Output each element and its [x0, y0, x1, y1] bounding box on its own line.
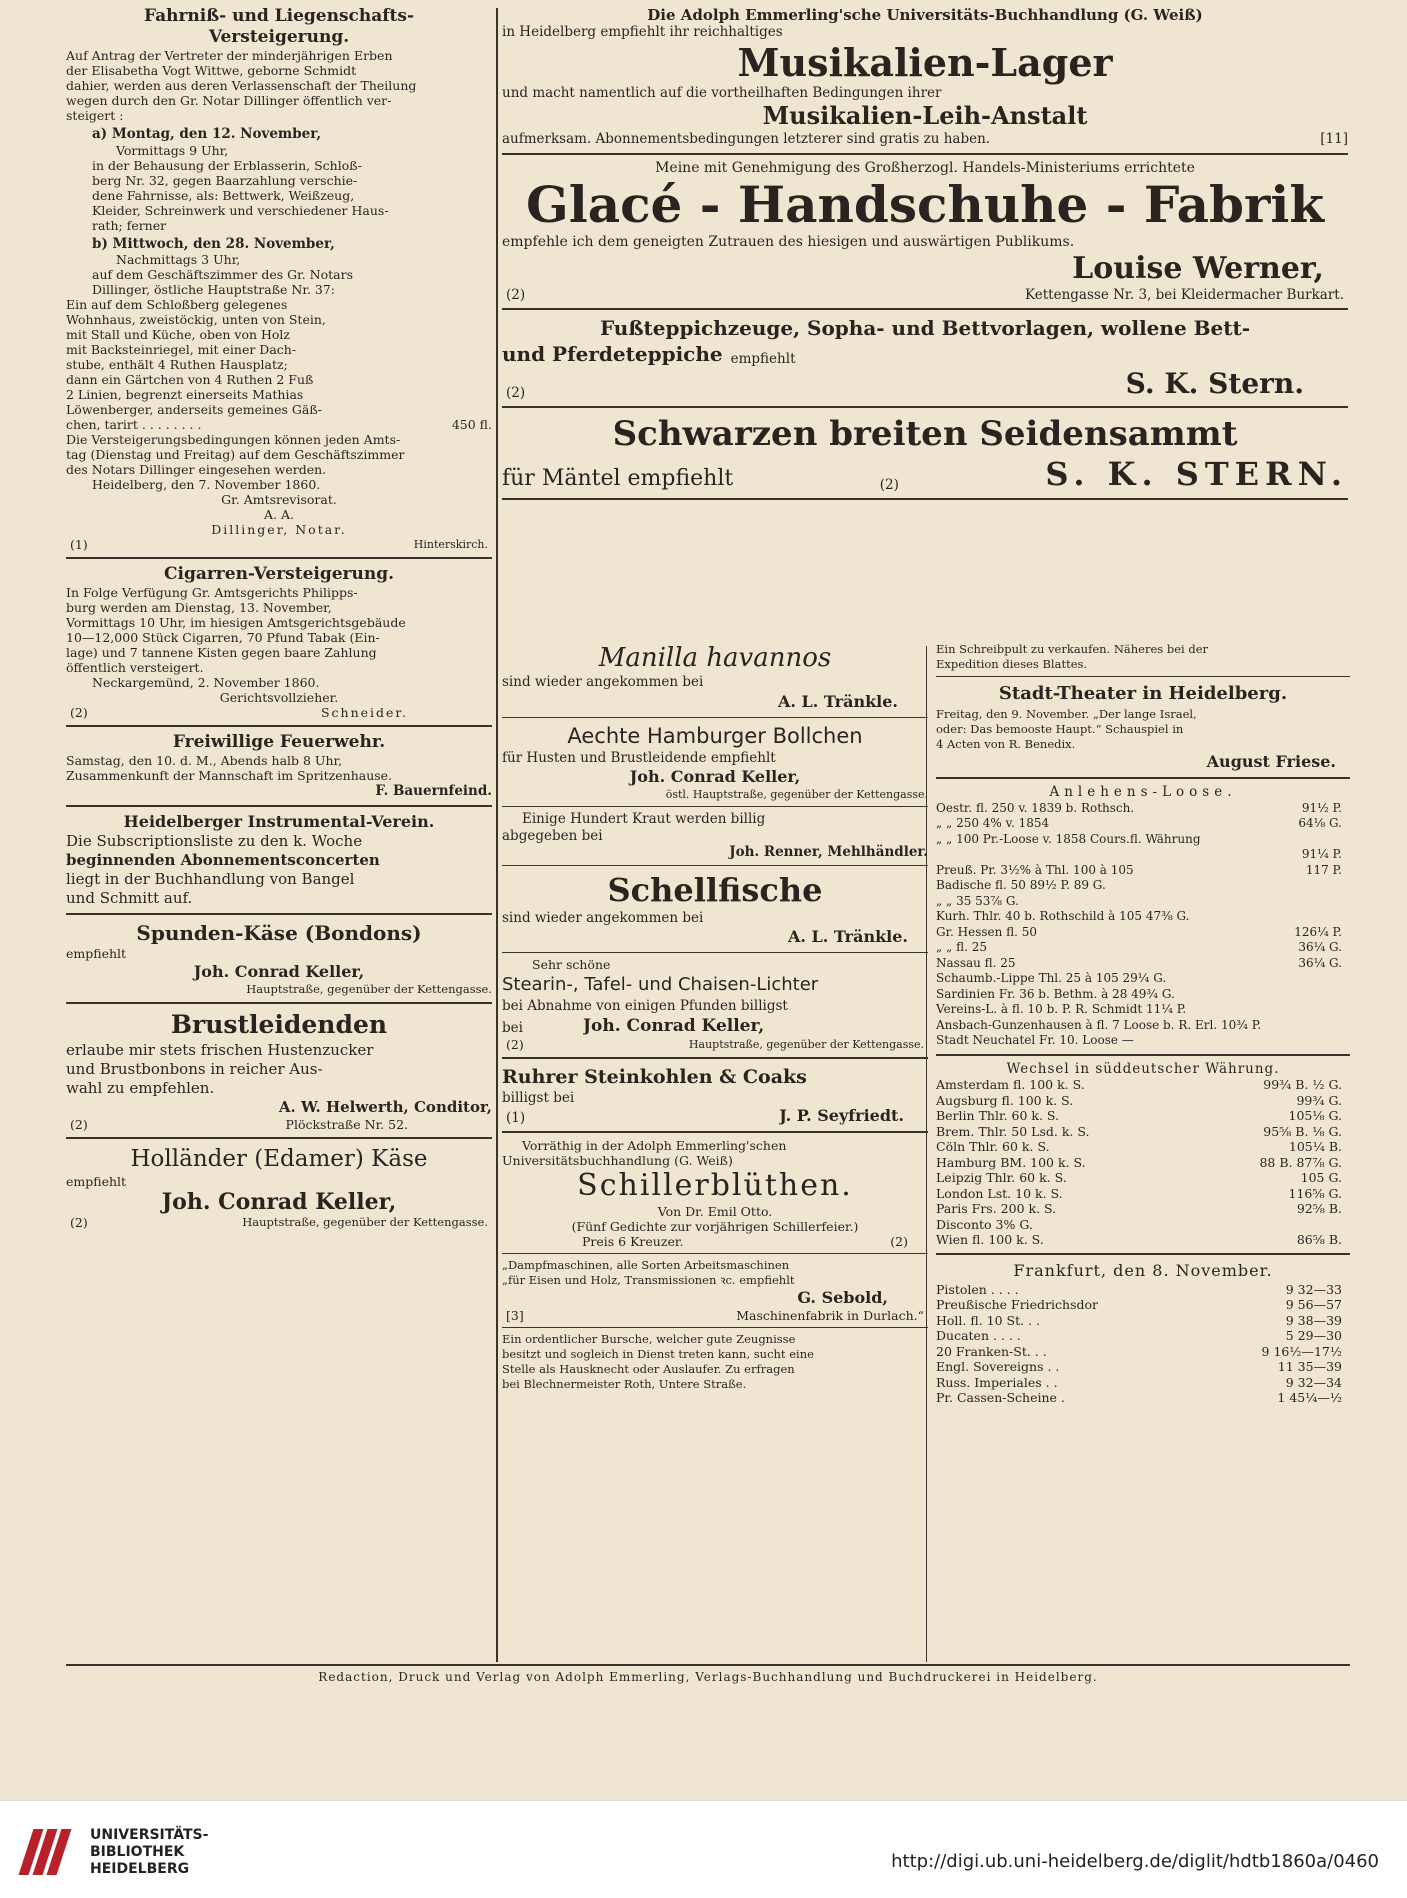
top-ad2-number: (2) — [506, 286, 526, 303]
c3-ad8-number: [3] — [506, 1308, 524, 1323]
ad6-address: Plöckstraße Nr. 52. — [285, 1116, 408, 1132]
ad1-body2: dann ein Gärtchen von 4 Ruthen 2 Fuß — [66, 372, 314, 387]
ad6-footer-row — [66, 1117, 492, 1132]
table-row — [936, 863, 1350, 879]
c3-ad2-signature: Joh. Conrad Keller, — [629, 767, 801, 786]
ad2-signature: Schneider. — [320, 705, 408, 720]
row-value: 5 29—30 — [1285, 1328, 1342, 1343]
row-value: 88 B. 87⅞ G. — [1259, 1154, 1342, 1170]
c3-ad6-footer-row — [502, 1106, 928, 1126]
permalink-url[interactable]: http://digi.ub.uni-heidelberg.de/diglit/hdtb1860a/0460 — [891, 1851, 1379, 1872]
top-ad1-footer-row: aufmerksam. Abonnementsbedingungen letzterer sind gratis zu haben. [11] — [502, 131, 1348, 147]
c3-ad6-number: (1) — [506, 1109, 526, 1126]
c3-ad7-line: Vorräthig in der Adolph Emmerling'schen — [522, 1138, 787, 1153]
ad4-title: Heidelberger Instrumental-Verein. — [123, 811, 435, 831]
c3-ad6-line: billigst bei — [502, 1089, 575, 1106]
exchange-table — [936, 1077, 1350, 1248]
ad2-line: lage) und 7 tannene Kisten gegen baare Zahlung — [66, 645, 377, 660]
c3-ad1-line: sind wieder angekommen bei — [502, 674, 704, 690]
row-value: 116⅝ G. — [1288, 1185, 1342, 1201]
c3-ad5-address: Hauptstraße, gegenüber der Kettengasse. — [688, 1037, 924, 1051]
ad4-line: liegt in der Buchhandlung von Bangel — [66, 869, 355, 888]
ad3-signature: F. Bauernfeind. — [375, 783, 492, 799]
separator — [502, 806, 928, 807]
top-ad1-line2: in Heidelberg empfiehlt ihr reichhaltiges — [502, 24, 783, 40]
row-label: Berlin Thlr. 60 k. S. — [936, 1108, 1060, 1123]
separator — [936, 1253, 1350, 1255]
separator — [66, 557, 492, 559]
row-label: Amsterdam fl. 100 k. S. — [936, 1077, 1085, 1092]
ad2-footer-row — [66, 705, 492, 720]
ad6-title: Brustleidenden — [170, 1009, 388, 1039]
separator — [66, 725, 492, 727]
row-value: 9 38—39 — [1285, 1312, 1342, 1328]
row-label: London Lst. 10 k. S. — [936, 1185, 1063, 1201]
table-row — [936, 1282, 1350, 1298]
c4-ad1-line: Expedition dieses Blattes. — [936, 657, 1088, 671]
column-right-top — [502, 6, 1348, 505]
c3-ad1-signature: A. L. Tränkle. — [777, 691, 898, 711]
separator — [502, 406, 1348, 408]
ad2-date: Neckargemünd, 2. November 1860. — [92, 675, 320, 690]
row-label: Leipzig Thlr. 60 k. S. — [936, 1170, 1067, 1185]
column-rule-left — [496, 8, 498, 1662]
c4-frankfurt-title: Frankfurt, den 8. November. — [1013, 1260, 1273, 1280]
ad2-number: (2) — [70, 705, 88, 720]
row-value: 1 45¼—½ — [1277, 1390, 1342, 1405]
ad5-signature: Joh. Conrad Keller, — [193, 961, 365, 981]
ad1-a-line: berg Nr. 32, gegen Baarzahlung verschie- — [92, 172, 358, 188]
ad1-b-line: Dillinger, östliche Hauptstraße Nr. 37: — [92, 282, 336, 297]
table-row — [936, 971, 1350, 987]
c3-ad8-signature: G. Sebold, — [797, 1288, 888, 1307]
row-value: 91½ P. — [1301, 800, 1342, 815]
table-row — [936, 1297, 1350, 1313]
c3-ad3-line: Einige Hundert Kraut werden billig — [522, 811, 766, 827]
separator — [66, 805, 492, 807]
table-row — [936, 847, 1350, 863]
row-label: Sardinien Fr. 36 b. Bethm. à 28 49¾ G. — [936, 986, 1175, 1001]
table-row — [936, 1186, 1350, 1202]
row-value: 95⅝ B. ⅛ G. — [1263, 1123, 1342, 1139]
top-ad2-line1: Meine mit Genehmigung des Großherzogl. Handels-Ministeriums errichtete — [655, 159, 1195, 176]
ad1-body3: des Notars Dillinger eingesehen werden. — [66, 462, 327, 477]
c4-ad1-line: Ein Schreibpult zu verkaufen. Näheres bei der — [936, 642, 1209, 656]
ad3-title: Freiwillige Feuerwehr. — [172, 732, 386, 752]
separator — [502, 952, 928, 953]
ad1-a-line: rath; ferner — [92, 217, 167, 233]
row-value: 105¼ B. — [1288, 1139, 1342, 1154]
c3-ad4-line: sind wieder angekommen bei — [502, 909, 704, 926]
table-row — [936, 894, 1350, 910]
row-label: Cöln Thlr. 60 k. S. — [936, 1139, 1050, 1154]
row-value: 9 32—34 — [1285, 1374, 1342, 1390]
top-ad3-signature: S. K. Stern. — [1125, 367, 1304, 400]
ad6-line: erlaube mir stets frischen Hustenzucker — [66, 1040, 374, 1059]
row-label: „ „ 35 53⅞ G. — [936, 893, 1019, 908]
table-row — [936, 1108, 1350, 1124]
c3-ad5-intro: Sehr schöne — [532, 957, 611, 972]
row-label: „ „ 100 Pr.-Loose v. 1858 Cours.fl. Währung — [936, 831, 1201, 846]
top-ad4-signature: S. K. STERN. — [1045, 455, 1348, 493]
c3-ad4-title: Schellfische — [607, 870, 823, 909]
row-value: 117 P. — [1305, 862, 1342, 877]
c3-ad8-address: Maschinenfabrik in Durlach.“ — [736, 1308, 924, 1323]
ad1-body: Auf Antrag der Vertreter der minderjährigen Erben der Elisabetha Vogt Wittwe, geborne Schmidt dahier, werden aus deren Verlassenschaft der Theilung wegen durch den Gr. Notar Dillinger öffentlich ver- steigert : — [66, 48, 417, 123]
row-value: 11 35—39 — [1277, 1359, 1342, 1374]
table-row — [936, 1093, 1350, 1109]
row-value: 105 G. — [1300, 1170, 1342, 1185]
c3-ad6-signature: J. P. Seyfriedt. — [779, 1106, 904, 1125]
row-label: Ducaten . . . . — [936, 1328, 1021, 1343]
ad5-title: Spunden-Käse (Bondons) — [136, 920, 422, 945]
row-value: 99¾ B. ½ G. — [1263, 1077, 1342, 1092]
row-value: 92⅝ B. — [1296, 1201, 1342, 1216]
top-ad3-line2: und Pferdeteppiche — [502, 342, 723, 366]
ad7-number: (2) — [70, 1214, 88, 1230]
ad6-number: (2) — [70, 1116, 88, 1132]
c3-ad8-line: „für Eisen und Holz, Transmissionen ꝛc. empfiehlt — [502, 1273, 795, 1287]
c4-loans-title: Anlehens-Loose. — [1049, 784, 1237, 800]
c3-ad9-line: Ein ordentlicher Bursche, welcher gute Zeugnisse — [502, 1332, 796, 1346]
c3-ad7-price: Preis 6 Kreuzer. — [582, 1234, 684, 1249]
table-row — [936, 1170, 1350, 1186]
ad1-price: 450 fl. — [451, 417, 492, 432]
ad2-office: Gerichtsvollzieher. — [219, 690, 339, 705]
column-left — [66, 6, 492, 1230]
ad2-line: In Folge Verfügung Gr. Amtsgerichts Philipps- — [66, 585, 358, 600]
row-label: Nassau fl. 25 — [936, 955, 1016, 970]
separator — [502, 1057, 928, 1059]
table-row — [936, 1033, 1350, 1049]
c3-ad8-footer-row — [502, 1308, 928, 1323]
ad1-price-row: chen, tarirt . . . . . . . . 450 fl. — [66, 417, 492, 432]
row-label: „ „ 250 4% v. 1854 — [936, 816, 1050, 830]
ad1-body3: tag (Dienstag und Freitag) auf dem Geschäftszimmer — [66, 447, 405, 462]
table-row — [936, 909, 1350, 925]
row-label: Russ. Imperiales . . — [936, 1374, 1058, 1390]
row-label: Preuß. Pr. 3½% à Thl. 100 à 105 — [936, 862, 1134, 877]
ad1-b-line: auf dem Geschäftszimmer des Gr. Notars — [92, 267, 353, 282]
row-label: „ „ fl. 25 — [936, 940, 987, 954]
loans-table — [936, 801, 1350, 1049]
table-row — [936, 1155, 1350, 1171]
table-row — [936, 1201, 1350, 1217]
separator — [502, 308, 1348, 310]
row-label: Disconto 3% G. — [936, 1216, 1033, 1232]
ad2-line: öffentlich versteigert. — [66, 660, 204, 675]
c3-ad7-author: Von Dr. Emil Otto. — [657, 1204, 773, 1219]
ad1-title2: Versteigerung. — [208, 27, 350, 47]
table-row — [936, 1375, 1350, 1391]
row-label: Ansbach-Gunzenhausen à fl. 7 Loose b. R. Erl. 10¾ P. — [936, 1017, 1262, 1032]
row-label: Holl. fl. 10 St. . . — [936, 1312, 1040, 1328]
row-value: 105⅛ G. — [1288, 1108, 1342, 1123]
library-name: UNIVERSITÄTS- BIBLIOTHEK HEIDELBERG — [90, 1827, 209, 1877]
c4-exchange-title: Wechsel in süddeutscher Währung. — [1006, 1060, 1280, 1077]
separator — [502, 1253, 928, 1254]
table-row — [936, 940, 1350, 956]
row-label: Pistolen . . . . — [936, 1281, 1019, 1297]
row-value: 86⅝ B. — [1296, 1232, 1342, 1247]
ad7-title: Holländer (Edamer) Käse — [130, 1145, 428, 1172]
table-row — [936, 1139, 1350, 1155]
ad6-line: und Brustbonbons in reicher Aus- — [66, 1059, 323, 1078]
ad1-body2: mit Backsteinriegel, mit einer Dach- — [66, 342, 297, 357]
c3-ad9-line: Stelle als Hausknecht oder Auslaufer. Zu erfragen — [502, 1362, 795, 1376]
row-label: Schaumb.-Lippe Thl. 25 à 105 29¼ G. — [936, 971, 1167, 985]
ad2-line: burg werden am Dienstag, 13. November, — [66, 600, 332, 615]
row-label: Oestr. fl. 250 v. 1839 b. Rothsch. — [936, 800, 1135, 815]
row-label: Engl. Sovereigns . . — [936, 1359, 1060, 1374]
top-ad3-number: (2) — [506, 384, 526, 401]
c3-ad5-number: (2) — [506, 1036, 524, 1052]
ad1-body2: Ein auf dem Schloßberg gelegenes — [66, 297, 288, 312]
c3-ad2-title: Aechte Hamburger Bollchen — [567, 723, 863, 748]
row-label: Badische fl. 50 89½ P. 89 G. — [936, 878, 1106, 892]
ad1-date-a: a) Montag, den 12. November, — [92, 126, 322, 142]
table-row — [936, 987, 1350, 1003]
row-label: Wien fl. 100 k. S. — [936, 1232, 1044, 1247]
table-row — [936, 1390, 1350, 1406]
row-value: 126¼ P. — [1294, 924, 1342, 939]
separator — [502, 717, 928, 718]
separator — [66, 1002, 492, 1004]
ad6-line: wahl zu empfehlen. — [66, 1078, 215, 1097]
c3-ad7-price-row — [502, 1234, 928, 1249]
ad1-body2: Löwenberger, anderseits gemeines Gäß- — [66, 402, 322, 417]
row-label: Brem. Thlr. 50 Lsd. k. S. — [936, 1123, 1090, 1139]
ad6-signature: A. W. Helwerth, Conditor, — [278, 1097, 492, 1116]
separator — [502, 865, 928, 866]
ad1-a-line: dene Fahrnisse, als: Bettwerk, Weißzeug, — [92, 187, 355, 203]
c3-ad6-title: Ruhrer Steinkohlen & Coaks — [502, 1065, 807, 1088]
top-ad2-footer-row — [502, 287, 1348, 304]
row-value: 99¾ G. — [1296, 1092, 1342, 1108]
separator — [502, 153, 1348, 155]
column-mid — [502, 642, 928, 1392]
table-row — [936, 956, 1350, 972]
c3-ad9-line: bei Blechnermeister Roth, Untere Straße. — [502, 1377, 747, 1391]
top-ad1-line1: Die Adolph Emmerling'sche Universitäts-Buchhandlung (G. Weiß) — [647, 6, 1203, 24]
ad1-number: (1) — [70, 537, 88, 552]
ad1-body2: Wohnhaus, zweistöckig, unten von Stein, — [66, 312, 326, 327]
ad1-title: Fahrniß- und Liegenschafts- — [143, 6, 415, 26]
top-ad1-number: [11] — [1320, 131, 1348, 147]
c3-ad5-title: Stearin-, Tafel- und Chaisen-Lichter — [502, 974, 819, 995]
ad1-office: Gr. Amtsrevisorat. — [221, 492, 337, 507]
c3-ad7-title: Schillerblüthen. — [577, 1168, 853, 1203]
c3-ad7-number: (2) — [890, 1234, 908, 1249]
c3-ad8-line: „Dampfmaschinen, alle Sorten Arbeitsmaschinen — [502, 1258, 790, 1272]
ad1-a-line: in der Behausung der Erblasserin, Schloß- — [92, 157, 362, 173]
ad2-line: Vormittags 10 Uhr, im hiesigen Amtsgerichtsgebäude — [66, 615, 406, 630]
library-logo-icon[interactable] — [20, 1827, 78, 1877]
c3-ad9-line: besitzt und sogleich in Dienst treten kann, sucht eine — [502, 1347, 814, 1361]
table-row — [936, 1077, 1350, 1093]
top-ad3-line2-row — [502, 341, 1348, 367]
row-value: 9 56—57 — [1285, 1297, 1342, 1312]
c4-ad2-signature: August Friese. — [1206, 752, 1336, 771]
top-ad3-recommends: empfiehlt — [730, 350, 796, 367]
row-value: 64⅛ G. — [1298, 816, 1342, 830]
c3-ad5-footer-row — [502, 1037, 928, 1052]
table-row — [936, 1018, 1350, 1034]
row-label: Gr. Hessen fl. 50 — [936, 924, 1038, 939]
top-ad1-subheadline: Musikalien-Leih-Anstalt — [762, 101, 1088, 130]
ad7-address: Hauptstraße, gegenüber der Kettengasse. — [242, 1214, 488, 1229]
top-ad4-line: für Mäntel empfiehlt — [502, 466, 734, 491]
ad1-signature2: Hinterskirch. — [413, 538, 488, 551]
c3-ad7-line: Universitätsbuchhandlung (G. Weiß) — [502, 1153, 733, 1168]
c4-ad2-line: 4 Acten von R. Benedix. — [936, 737, 1076, 751]
row-label: Augsburg fl. 100 k. S. — [936, 1092, 1074, 1108]
ad1-signature: Dillinger, Notar. — [211, 522, 347, 537]
imprint: Redaction, Druck und Verlag von Adolph Emmerling, Verlags-Buchhandlung und Buchdruckerei in Heidelberg. — [318, 1670, 1098, 1684]
top-ad4-number: (2) — [879, 476, 899, 493]
c3-ad2-address: östl. Hauptstraße, gegenüber der Kettengasse. — [665, 788, 928, 801]
ad1-body2: 2 Linien, begrenzt einerseits Mathias — [66, 387, 304, 402]
c3-ad5-row: bei Joh. Conrad Keller, — [502, 1015, 765, 1036]
ad7-signature: Joh. Conrad Keller, — [161, 1188, 397, 1215]
row-value: 36¼ G. — [1298, 955, 1342, 970]
top-ad4-headline: Schwarzen breiten Seidensammt — [612, 414, 1238, 454]
row-label: Stadt Neuchatel Fr. 10. Loose — — [936, 1033, 1134, 1047]
frankfurt-table — [936, 1282, 1350, 1406]
table-row — [936, 801, 1350, 817]
c3-ad7-note: (Fünf Gedichte zur vorjährigen Schillerfeier.) — [571, 1219, 859, 1234]
ad1-a-line: Vormittags 9 Uhr, — [116, 142, 229, 158]
ad7-footer-row — [66, 1215, 492, 1230]
table-row — [936, 1344, 1350, 1360]
row-value: 91¼ P. — [1301, 847, 1342, 861]
table-row — [936, 1359, 1350, 1375]
top-ad1-line3: und macht namentlich auf die vortheilhaften Bedingungen ihrer — [502, 84, 942, 101]
ad4-line: beginnenden Abonnementsconcerten — [66, 850, 380, 869]
table-row — [936, 832, 1350, 848]
top-ad2-headline: Glacé - Handschuhe - Fabrik — [526, 176, 1324, 234]
ad7-recommends: empfiehlt — [66, 1173, 127, 1189]
ad4-line: und Schmitt auf. — [66, 888, 193, 907]
separator — [936, 1054, 1350, 1056]
separator — [502, 1131, 928, 1133]
c3-ad3-signature: Joh. Renner, Mehlhändler. — [729, 844, 928, 860]
library-footer — [0, 1800, 1407, 1898]
c4-ad2-title: Stadt-Theater in Heidelberg. — [998, 683, 1288, 704]
separator — [66, 913, 492, 915]
top-ad1-headline: Musikalien-Lager — [737, 40, 1113, 85]
table-row — [936, 1313, 1350, 1329]
ad2-line: 10—12,000 Stück Cigarren, 70 Pfund Tabak (Ein- — [66, 630, 380, 645]
row-label: Vereins-L. à fl. 10 b. P. R. Schmidt 11¼ P. — [936, 1002, 1187, 1016]
separator — [936, 676, 1350, 677]
ad1-footer-row — [66, 537, 492, 552]
separator — [936, 777, 1350, 779]
table-row — [936, 1328, 1350, 1344]
c3-ad2-line: für Husten und Brustleidende empfiehlt — [502, 749, 776, 766]
top-ad2-line2: empfehle ich dem geneigten Zutrauen des hiesigen und auswärtigen Publikums. — [502, 234, 1075, 250]
table-row — [936, 925, 1350, 941]
ad5-recommends: empfiehlt — [66, 945, 127, 961]
c4-ad2-line: Freitag, den 9. November. „Der lange Israel, — [936, 707, 1197, 721]
c3-ad4-signature: A. L. Tränkle. — [787, 927, 908, 946]
ad1-body2: stube, enthält 4 Ruthen Hausplatz; — [66, 357, 288, 372]
row-label: Paris Frs. 200 k. S. — [936, 1201, 1057, 1216]
ad1-date-b: b) Mittwoch, den 28. November, — [92, 235, 335, 252]
ad1-date: Heidelberg, den 7. November 1860. — [92, 477, 321, 492]
ad2-title: Cigarren-Versteigerung. — [163, 564, 395, 584]
ad1-office2: A. A. — [264, 507, 294, 522]
row-value: 36¼ G. — [1298, 940, 1342, 954]
row-label: Kurh. Thlr. 40 b. Rothschild à 105 47⅜ G. — [936, 909, 1190, 923]
separator — [502, 498, 1348, 500]
row-label: 20 Franken-St. . . — [936, 1343, 1047, 1359]
separator — [502, 1327, 928, 1328]
table-row — [936, 878, 1350, 894]
top-ad4-row — [502, 455, 1348, 493]
ad1-body2: mit Stall und Küche, oben von Holz — [66, 327, 291, 342]
top-ad3-line1: Fußteppichzeuge, Sopha- und Bettvorlagen, wollene Bett- — [599, 316, 1251, 340]
table-row — [936, 1217, 1350, 1233]
row-label: Pr. Cassen-Scheine . — [936, 1390, 1065, 1405]
row-label: Hamburg BM. 100 k. S. — [936, 1154, 1086, 1170]
row-value: 9 16½—17½ — [1261, 1343, 1342, 1359]
table-row — [936, 816, 1350, 832]
ad3-line: Zusammenkunft der Mannschaft im Spritzenhause. — [66, 768, 393, 783]
c3-ad1-title: Manilla havannos — [598, 643, 832, 673]
table-row — [936, 1002, 1350, 1018]
top-ad3-footer-row — [502, 367, 1348, 401]
ad4-line: Die Subscriptionsliste zu den k. Woche — [66, 831, 363, 850]
table-row — [936, 1232, 1350, 1248]
separator — [66, 1137, 492, 1139]
top-ad2-name: Louise Werner, — [1072, 250, 1324, 286]
ad3-line: Samstag, den 10. d. M., Abends halb 8 Uhr, — [66, 753, 343, 768]
table-row — [936, 1124, 1350, 1140]
row-label: Preußische Friedrichsdor — [936, 1297, 1099, 1312]
row-value: 9 32—33 — [1285, 1281, 1342, 1297]
ad1-b-line: Nachmittags 3 Uhr, — [116, 252, 241, 267]
ad1-body3: Die Versteigerungsbedingungen können jeden Amts- — [66, 432, 401, 447]
ad5-address: Hauptstraße, gegenüber der Kettengasse. — [246, 981, 492, 996]
c4-ad2-line: oder: Das bemooste Haupt.“ Schauspiel in — [936, 722, 1184, 736]
top-ad2-address: Kettengasse Nr. 3, bei Kleidermacher Burkart. — [1025, 286, 1344, 303]
ad1-a-line: Kleider, Schreinwerk und verschiedener Haus- — [92, 202, 389, 218]
column-right — [928, 642, 1350, 1406]
c3-ad5-signature: Joh. Conrad Keller, — [582, 1015, 765, 1036]
c3-ad5-line: bei Abnahme von einigen Pfunden billigst — [502, 998, 788, 1014]
c3-ad3-line: abgegeben bei — [502, 827, 603, 844]
bottom-rule — [66, 1664, 1350, 1666]
